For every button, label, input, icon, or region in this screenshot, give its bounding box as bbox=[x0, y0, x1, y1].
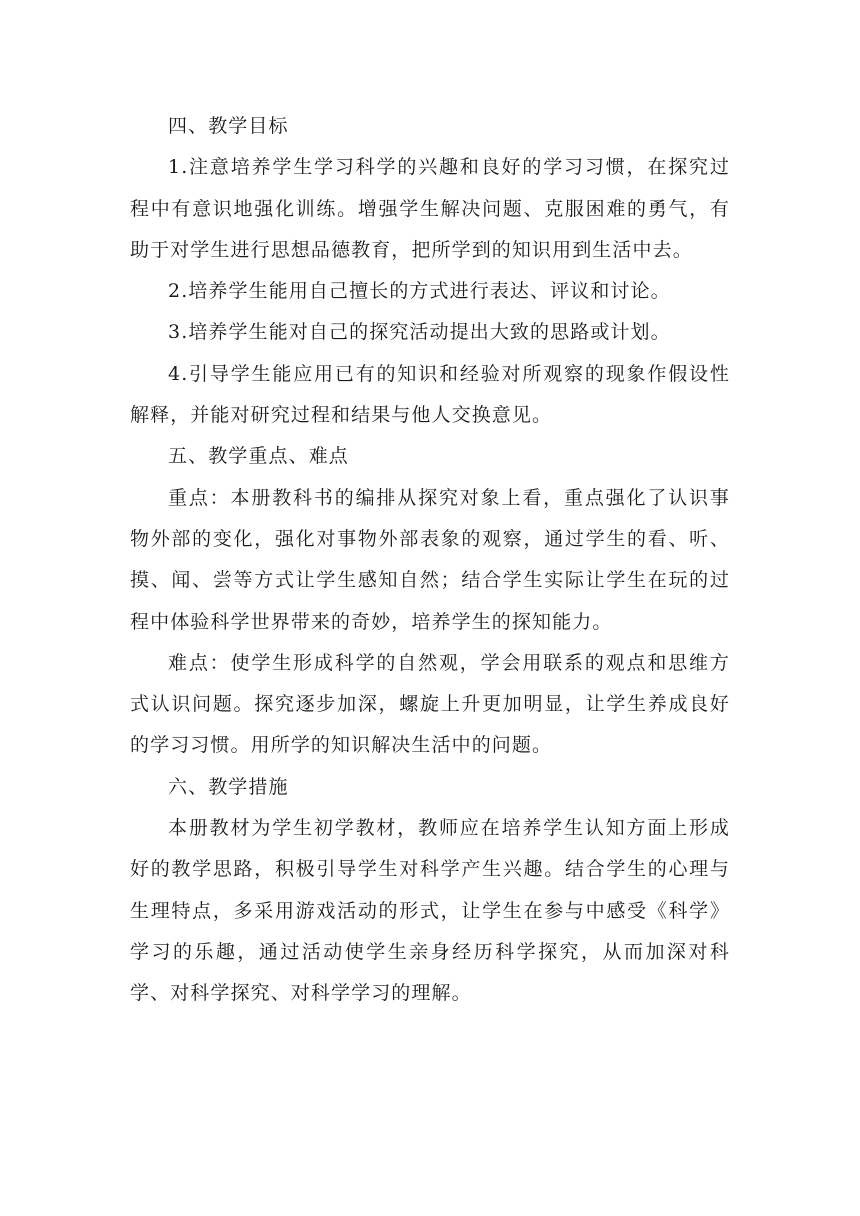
difficulties-paragraph: 难点：使学生形成科学的自然观，学会用联系的观点和思维方式认识问题。探究逐步加深，螺旋上升更加明显，让学生养成良好的学习习惯。用所学的知识解决生活中的问题。 bbox=[130, 651, 730, 757]
goal-item-2: 2.培养学生能用自己擅长的方式进行表达、评议和讨论。 bbox=[168, 280, 671, 303]
teaching-measures-paragraph: 本册教材为学生初学教材，教师应在培养学生认知方面上形成好的教学思路，积极引导学生对科学产生兴趣。结合学生的心理与生理特点，多采用游戏活动的形式，让学生在参与中感受《科学》学习的乐趣，通过活动使学生亲身经历科学探究，从而加深对科学、对科学探究、对科学学习的理解。 bbox=[130, 817, 730, 1005]
goal-item-3: 3.培养学生能对自己的探究活动提出大致的思路或计划。 bbox=[168, 321, 671, 344]
goal-item-4: 4.引导学生能应用已有的知识和经验对所观察的现象作假设性解释，并能对研究过程和结果与他人交换意见。 bbox=[130, 362, 730, 427]
section-heading-key-points: 五、教学重点、难点 bbox=[168, 445, 349, 468]
section-heading-teaching-goals: 四、教学目标 bbox=[168, 115, 289, 137]
section-heading-teaching-measures: 六、教学措施 bbox=[168, 775, 289, 798]
goal-item-1: 1.注意培养学生学习科学的兴趣和良好的学习习惯，在探究过程中有意识地强化训练。增强学生解决问题、克服困难的勇气，有助于对学生进行思想品德教育，把所学到的知识用到生活中去。 bbox=[130, 156, 730, 261]
key-points-paragraph: 重点：本册教科书的编排从探究对象上看，重点强化了认识事物外部的变化，强化对事物外部表象的观察，通过学生的看、听、摸、闻、尝等方式让学生感知自然；结合学生实际让学生在玩的过程中体验科学世界带来的奇妙，培养学生的探知能力。 bbox=[130, 486, 730, 633]
document-body bbox=[130, 106, 730, 1015]
